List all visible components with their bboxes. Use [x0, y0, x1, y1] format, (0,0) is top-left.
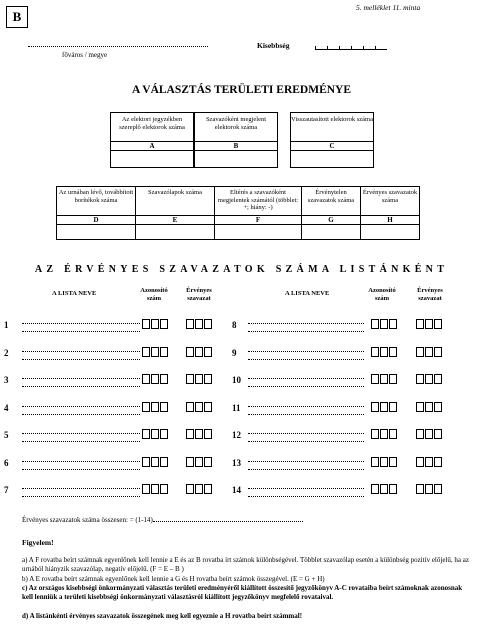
digit-box[interactable] — [204, 429, 212, 439]
digit-box[interactable] — [142, 402, 150, 412]
digit-box[interactable] — [160, 402, 168, 412]
list-name-field[interactable] — [248, 433, 364, 434]
digit-box[interactable] — [371, 484, 379, 494]
digit-box[interactable] — [416, 319, 424, 329]
list-row-number: 6 — [4, 457, 9, 468]
list-id-boxes[interactable] — [142, 319, 169, 329]
county-caption: főváros / megye — [62, 51, 108, 59]
digit-box[interactable] — [160, 319, 168, 329]
digit-box[interactable] — [434, 429, 442, 439]
digit-box[interactable] — [416, 457, 424, 467]
digit-box[interactable] — [186, 402, 194, 412]
digit-box[interactable] — [151, 429, 159, 439]
list-valid-vote-boxes[interactable] — [186, 429, 213, 439]
table2-value-cell[interactable] — [301, 224, 361, 240]
digit-box[interactable] — [389, 484, 397, 494]
digit-box[interactable] — [151, 319, 159, 329]
list-name-field[interactable] — [248, 461, 364, 462]
digit-box[interactable] — [389, 429, 397, 439]
list-id-boxes[interactable] — [142, 347, 169, 357]
county-field[interactable] — [28, 46, 208, 47]
table2-value-cell[interactable] — [360, 224, 420, 240]
digit-box[interactable] — [389, 319, 397, 329]
list-name-field[interactable] — [248, 351, 364, 352]
table1-col-letter: C — [290, 141, 374, 151]
digit-box[interactable] — [142, 319, 150, 329]
digit-box[interactable] — [151, 484, 159, 494]
list-row-number: 8 — [232, 320, 237, 330]
digit-box[interactable] — [434, 457, 442, 467]
digit-box[interactable] — [151, 402, 159, 412]
note-d: d) A listánkénti érvényes szavazatok összegének meg kell egyeznie a H rovatba beírt számmal! — [22, 612, 303, 620]
digit-box[interactable] — [434, 484, 442, 494]
digit-box[interactable] — [425, 457, 433, 467]
list-name-field[interactable] — [248, 386, 364, 387]
list-row-number: 14 — [232, 485, 241, 495]
list-valid-vote-boxes[interactable] — [186, 457, 213, 467]
list-name-field[interactable] — [22, 496, 140, 497]
list-valid-vote-boxes[interactable] — [416, 319, 443, 329]
list-id-boxes[interactable] — [142, 457, 169, 467]
table2-col-letter: D — [56, 215, 136, 225]
list-valid-vote-boxes[interactable] — [186, 319, 213, 329]
digit-box[interactable] — [186, 429, 194, 439]
digit-box[interactable] — [416, 347, 424, 357]
table2-value-cell[interactable] — [214, 224, 302, 240]
digit-box[interactable] — [380, 319, 388, 329]
digit-box[interactable] — [195, 457, 203, 467]
digit-box[interactable] — [195, 429, 203, 439]
digit-box[interactable] — [389, 347, 397, 357]
digit-box[interactable] — [371, 457, 379, 467]
list-name-field[interactable] — [248, 331, 364, 332]
table2-col-label: Érvénytelen szavazatok száma — [301, 186, 361, 216]
digit-box[interactable] — [389, 402, 397, 412]
list-name-field[interactable] — [248, 441, 364, 442]
left-id-header: Azonosító szám — [140, 287, 168, 302]
digit-box[interactable] — [416, 429, 424, 439]
digit-box[interactable] — [204, 374, 212, 384]
digit-box[interactable] — [151, 374, 159, 384]
digit-box[interactable] — [195, 319, 203, 329]
digit-box[interactable] — [425, 402, 433, 412]
table1-col-letter: B — [194, 141, 278, 151]
list-name-field[interactable] — [248, 496, 364, 497]
digit-box[interactable] — [186, 374, 194, 384]
list-name-field[interactable] — [22, 469, 140, 470]
left-name-header: A LISTA NEVE — [52, 290, 97, 297]
list-id-boxes[interactable] — [371, 429, 398, 439]
digit-box[interactable] — [371, 402, 379, 412]
minority-field[interactable] — [315, 43, 387, 50]
digit-box[interactable] — [434, 347, 442, 357]
table1-value-cell[interactable] — [194, 150, 278, 168]
lists-title: AZ ÉRVÉNYES SZAVAZATOK SZÁMA LISTÁNKÉNT — [34, 264, 449, 275]
digit-box[interactable] — [425, 484, 433, 494]
right-valid-header: Érvényes szavazat — [417, 287, 443, 302]
list-id-boxes[interactable] — [142, 429, 169, 439]
table2-col-letter: F — [214, 215, 302, 225]
digit-box[interactable] — [195, 484, 203, 494]
list-valid-vote-boxes[interactable] — [416, 402, 443, 412]
code-letter: B — [12, 9, 22, 24]
digit-box[interactable] — [380, 457, 388, 467]
list-id-boxes[interactable] — [371, 374, 398, 384]
digit-box[interactable] — [380, 402, 388, 412]
digit-box[interactable] — [142, 484, 150, 494]
digit-box[interactable] — [371, 429, 379, 439]
digit-box[interactable] — [416, 374, 424, 384]
note-b: b) A E rovatba beírt számnak egyenlőnek kell lennie a G és H rovatba beírt számok összegével. (E = G + H) — [22, 575, 325, 583]
list-id-boxes[interactable] — [142, 402, 169, 412]
table1-value-cell[interactable] — [110, 150, 194, 168]
digit-box[interactable] — [160, 347, 168, 357]
digit-box[interactable] — [151, 457, 159, 467]
list-valid-vote-boxes[interactable] — [416, 347, 443, 357]
list-row-number: 7 — [4, 485, 9, 495]
list-name-field[interactable] — [22, 351, 140, 352]
list-name-field[interactable] — [22, 433, 140, 434]
list-row-number: 2 — [4, 347, 9, 358]
digit-box[interactable] — [160, 484, 168, 494]
list-row-number: 5 — [4, 430, 9, 440]
table2-value-cell[interactable] — [135, 224, 215, 240]
digit-box[interactable] — [425, 319, 433, 329]
page-title: A VÁLASZTÁS TERÜLETI EREDMÉNYE — [131, 84, 352, 96]
digit-box[interactable] — [186, 484, 194, 494]
list-id-boxes[interactable] — [371, 457, 398, 467]
digit-box[interactable] — [425, 429, 433, 439]
digit-box[interactable] — [380, 484, 388, 494]
list-row-number: 9 — [232, 347, 237, 358]
list-name-field[interactable] — [248, 469, 364, 470]
list-row-number: 4 — [4, 402, 9, 413]
digit-box[interactable] — [204, 319, 212, 329]
list-name-field[interactable] — [22, 378, 140, 379]
list-name-field[interactable] — [22, 461, 140, 462]
list-name-field[interactable] — [22, 406, 140, 407]
table2-col-letter: G — [301, 215, 361, 225]
digit-box[interactable] — [371, 347, 379, 357]
list-valid-vote-boxes[interactable] — [416, 484, 443, 494]
list-name-field[interactable] — [22, 441, 140, 442]
table1-col-label: Szavazóként megjelent elektorok száma — [194, 112, 278, 142]
list-row-number: 13 — [232, 457, 241, 468]
list-id-boxes[interactable] — [371, 402, 398, 412]
table2-value-cell[interactable] — [56, 224, 136, 240]
digit-box[interactable] — [160, 374, 168, 384]
list-name-field[interactable] — [248, 406, 364, 407]
total-line — [22, 516, 303, 524]
list-id-boxes[interactable] — [371, 484, 398, 494]
list-valid-vote-boxes[interactable] — [186, 347, 213, 357]
digit-box[interactable] — [151, 347, 159, 357]
digit-box[interactable] — [160, 457, 168, 467]
list-name-field[interactable] — [248, 488, 364, 489]
table2-col-letter: H — [360, 215, 420, 225]
table2-col-letter: E — [135, 215, 215, 225]
digit-box[interactable] — [434, 374, 442, 384]
table2-col-label: Eltérés a szavazóként megjelentek számától (többlet: +; hiány: -) — [214, 186, 302, 216]
digit-box[interactable] — [425, 374, 433, 384]
list-valid-vote-boxes[interactable] — [186, 402, 213, 412]
digit-box[interactable] — [195, 347, 203, 357]
digit-box[interactable] — [142, 374, 150, 384]
digit-box[interactable] — [389, 374, 397, 384]
list-valid-vote-boxes[interactable] — [416, 429, 443, 439]
digit-box[interactable] — [142, 347, 150, 357]
list-row-number: 3 — [4, 375, 9, 385]
list-id-boxes[interactable] — [142, 484, 169, 494]
digit-box[interactable] — [371, 374, 379, 384]
list-name-field[interactable] — [22, 414, 140, 415]
digit-box[interactable] — [142, 429, 150, 439]
digit-box[interactable] — [186, 319, 194, 329]
list-name-field[interactable] — [22, 488, 140, 489]
digit-box[interactable] — [204, 347, 212, 357]
list-name-field[interactable] — [248, 359, 364, 360]
list-id-boxes[interactable] — [371, 347, 398, 357]
left-valid-header: Érvényes szavazat — [186, 287, 212, 302]
digit-box[interactable] — [204, 402, 212, 412]
list-name-field[interactable] — [22, 323, 140, 324]
note-a: a) A F rovatba beírt számnak egyenlőnek kell lennie a E és az B rovatba írt számok különbségével. Többlet szavazólap esetén a különbség pozitív előjelű, ha az urnából hiányzik szavazólap, negatív előjelű. (F = E – B ) — [22, 556, 469, 573]
table2-col-label: Az urnában lévő, továbbított borítékok száma — [56, 186, 136, 216]
list-row-number: 11 — [232, 402, 241, 413]
digit-box[interactable] — [186, 347, 194, 357]
total-label: Érvényes szavazatok száma összesen: = (1-14) — [22, 516, 153, 524]
digit-box[interactable] — [195, 374, 203, 384]
digit-box[interactable] — [380, 347, 388, 357]
list-valid-vote-boxes[interactable] — [186, 484, 213, 494]
digit-box[interactable] — [416, 484, 424, 494]
right-name-header: A LISTA NEVE — [285, 290, 330, 297]
list-valid-vote-boxes[interactable] — [186, 374, 213, 384]
table2-col-label: Szavazólapok száma — [135, 186, 215, 216]
digit-box[interactable] — [389, 457, 397, 467]
list-name-field[interactable] — [22, 386, 140, 387]
digit-box[interactable] — [371, 319, 379, 329]
list-name-field[interactable] — [22, 331, 140, 332]
list-name-field[interactable] — [248, 323, 364, 324]
digit-box[interactable] — [204, 457, 212, 467]
list-id-boxes[interactable] — [142, 374, 169, 384]
digit-box[interactable] — [186, 457, 194, 467]
table1-col-label: Az elektori jegyzékben szereplő elektorok száma — [110, 112, 194, 142]
digit-box[interactable] — [380, 374, 388, 384]
list-name-field[interactable] — [22, 359, 140, 360]
digit-box[interactable] — [160, 429, 168, 439]
minority-label: Kisebbség — [257, 41, 290, 50]
list-row-number: 12 — [232, 430, 241, 440]
attention-label: Figyelem! — [22, 538, 54, 547]
digit-box[interactable] — [434, 319, 442, 329]
digit-box[interactable] — [142, 457, 150, 467]
digit-box[interactable] — [380, 429, 388, 439]
list-id-boxes[interactable] — [371, 319, 398, 329]
digit-box[interactable] — [204, 484, 212, 494]
list-valid-vote-boxes[interactable] — [416, 374, 443, 384]
table2-col-label: Érvényes szavazatok száma — [360, 186, 420, 216]
digit-box[interactable] — [434, 402, 442, 412]
list-row-number: 1 — [4, 320, 9, 330]
table1-col-label: Visszautasított elektorok száma — [290, 112, 374, 142]
list-valid-vote-boxes[interactable] — [416, 457, 443, 467]
note-c: c) Az országos kisebbségi önkormányzati választás területi eredményéről kiállított összesítő jegyzőkönyv A-C rovataiba beírt számoknak azonosnak kell lenniük a területi kisebbségi önkormányzati választásról kiállított jegyzőkönyv megfelelő rovataival. — [22, 584, 463, 601]
digit-box[interactable] — [416, 402, 424, 412]
list-name-field[interactable] — [248, 378, 364, 379]
list-name-field[interactable] — [248, 414, 364, 415]
table1-value-cell[interactable] — [290, 150, 374, 168]
list-row-number: 10 — [232, 375, 241, 385]
digit-box[interactable] — [425, 347, 433, 357]
right-id-header: Azonosító szám — [368, 287, 396, 302]
digit-box[interactable] — [195, 402, 203, 412]
table1-col-letter: A — [110, 141, 194, 151]
annex-label: 5. melléklet 11. minta — [356, 3, 421, 12]
